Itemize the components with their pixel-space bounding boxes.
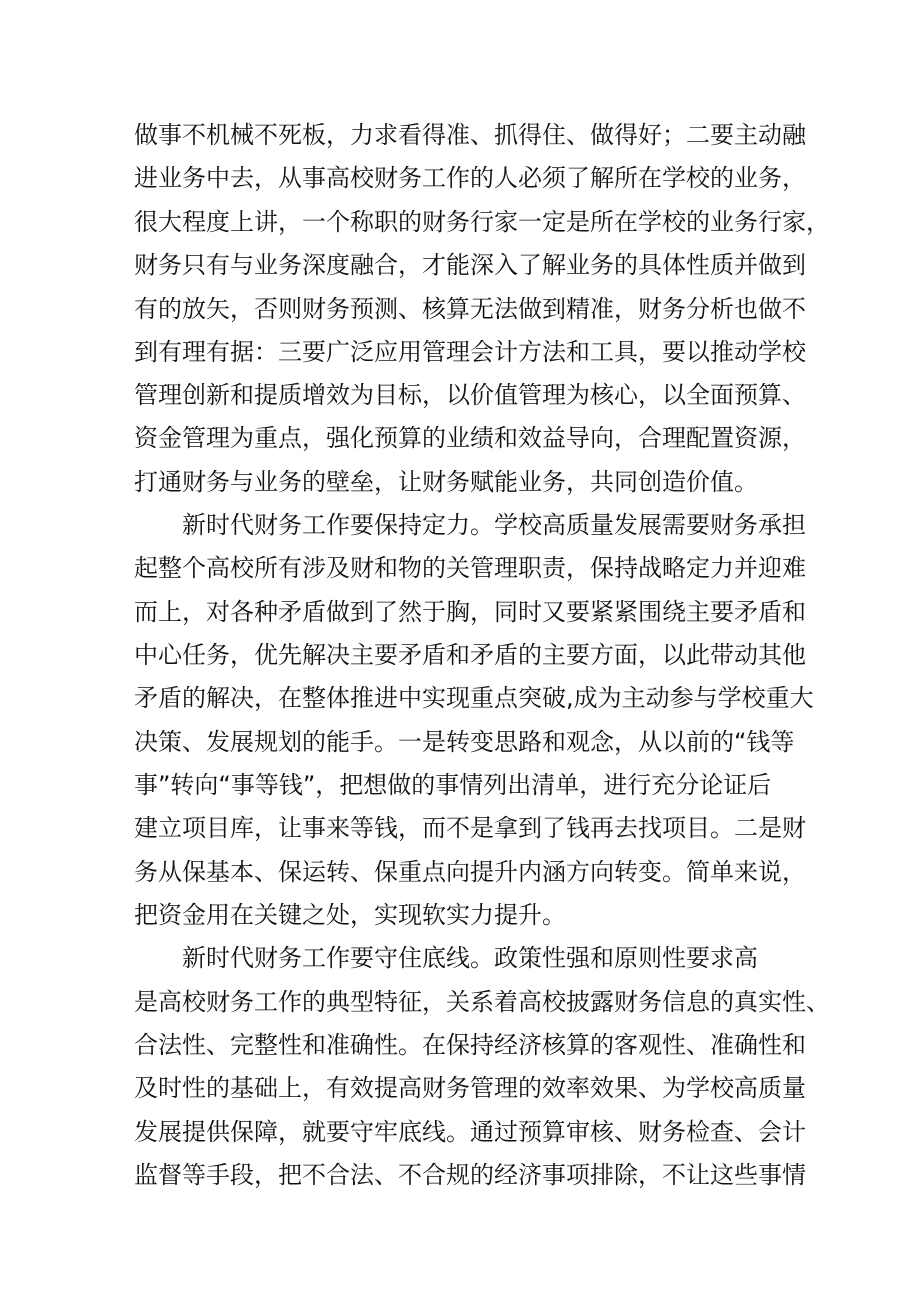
text-line: 事”转向“事等钱”，把想做的事情列出清单，进行充分论证后: [134, 771, 772, 799]
text-line: 打通财务与业务的壁垒，让财务赋能业务，共同创造价值。: [134, 468, 758, 496]
text-line: 财务只有与业务深度融合，才能深入了解业务的具体性质并做到: [134, 251, 806, 279]
text-line: 是高校财务工作的典型特征，关系着高校披露财务信息的真实性、: [134, 988, 830, 1016]
paragraph-first-line: 新时代财务工作要守住底线。政策性强和原则性要求高: [182, 944, 758, 972]
text-line: 及时性的基础上，有效提高财务管理的效率效果、为学校高质量: [134, 1074, 806, 1102]
text-line: 做事不机械不死板，力求看得准、抓得住、做得好；二要主动融: [134, 121, 806, 149]
text-line: 建立项目库，让事来等钱，而不是拿到了钱再去找项目。二是财: [134, 814, 806, 842]
text-line: 合法性、完整性和准确性。在保持经济核算的客观性、准确性和: [134, 1031, 806, 1059]
text-line: 很大程度上讲，一个称职的财务行家一定是所在学校的业务行家，: [134, 208, 830, 236]
text-line: 资金管理为重点，强化预算的业绩和效益导向，合理配置资源，: [134, 424, 806, 452]
text-line: 到有理有据：三要广泛应用管理会计方法和工具，要以推动学校: [134, 338, 806, 366]
text-line: 务从保基本、保运转、保重点向提升内涵方向转变。简单来说，: [134, 858, 806, 886]
text-line: 发展提供保障，就要守牢底线。通过预算审核、财务检查、会计: [134, 1118, 806, 1146]
paragraph-first-line: 新时代财务工作要保持定力。学校高质量发展需要财务承担: [182, 511, 806, 539]
text-line: 进业务中去，从事高校财务工作的人必须了解所在学校的业务，: [134, 164, 806, 192]
text-line: 监督等手段，把不合法、不合规的经济事项排除，不让这些事情: [134, 1161, 806, 1189]
text-line: 管理创新和提质增效为目标，以价值管理为核心，以全面预算、: [134, 381, 806, 409]
text-line: 决策、发展规划的能手。一是转变思路和观念，从以前的“钱等: [134, 728, 795, 756]
text-line: 有的放矢，否则财务预测、核算无法做到精准，财务分析也做不: [134, 295, 806, 323]
text-line: 而上，对各种矛盾做到了然于胸，同时又要紧紧围绕主要矛盾和: [134, 598, 806, 626]
text-line: 起整个高校所有涉及财和物的关管理职责，保持战略定力并迎难: [134, 554, 806, 582]
text-line: 中心任务，优先解决主要矛盾和矛盾的主要方面，以此带动其他: [134, 641, 806, 669]
text-line: 把资金用在关键之处，实现软实力提升。: [134, 901, 566, 929]
text-line: 矛盾的解决，在整体推进中实现重点突破,成为主动参与学校重大: [134, 684, 814, 712]
